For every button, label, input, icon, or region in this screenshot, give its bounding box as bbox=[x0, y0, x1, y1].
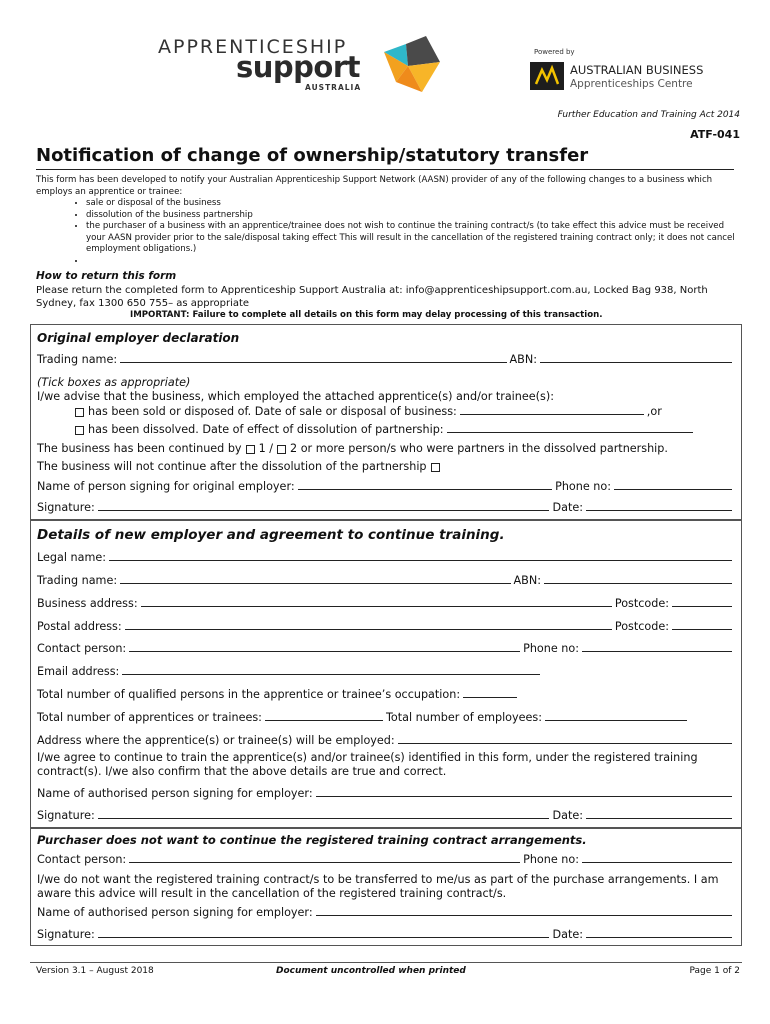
section1-title: Original employer declaration bbox=[37, 331, 240, 345]
one-person-checkbox[interactable] bbox=[246, 445, 255, 454]
date-label: Date: bbox=[552, 501, 583, 514]
sale-date-field[interactable] bbox=[460, 413, 644, 415]
employees-field[interactable] bbox=[545, 719, 687, 721]
contact-person-row bbox=[37, 642, 735, 655]
logo-text-support: support bbox=[236, 50, 361, 84]
one-person-label: 1 / bbox=[258, 442, 274, 455]
date-field[interactable] bbox=[586, 817, 732, 819]
email-field[interactable] bbox=[122, 673, 540, 675]
abac-subname: Apprenticeships Centre bbox=[570, 78, 693, 90]
two-or-more-label: 2 or more person/s who were partners in the dissolved partnership. bbox=[290, 442, 668, 455]
name-signing-field[interactable] bbox=[298, 488, 552, 490]
signature-row bbox=[37, 928, 735, 941]
footer-rule bbox=[30, 962, 742, 963]
logo-text-apprenticeship: APPRENTICESHIP bbox=[158, 36, 348, 58]
logo-triangles-icon bbox=[376, 36, 446, 96]
dissolved-checkbox[interactable] bbox=[75, 426, 84, 435]
name-authorised-label: Name of authorised person signing for employer: bbox=[37, 906, 313, 919]
new-employer-section bbox=[30, 520, 742, 828]
contact-person-row bbox=[37, 853, 735, 866]
abn-field[interactable] bbox=[540, 361, 732, 363]
not-continue-checkbox[interactable] bbox=[431, 463, 440, 472]
dissolved-row bbox=[71, 423, 735, 436]
contact-person-field[interactable] bbox=[129, 861, 520, 863]
signature-field[interactable] bbox=[98, 817, 550, 819]
agree-text: I/we agree to continue to train the apprentice(s) and/or trainee(s) identified in this form, under the registered training contract(s). I/we also confirm that the above details are true and correct. bbox=[37, 751, 698, 778]
footer-uncontrolled: Document uncontrolled when printed bbox=[276, 966, 466, 976]
important-notice: IMPORTANT: Failure to complete all details on this form may delay processing of this transaction. bbox=[130, 310, 603, 320]
footer-version: Version 3.1 – August 2018 bbox=[36, 966, 154, 976]
postcode-label: Postcode: bbox=[614, 597, 669, 610]
powered-by-label: Powered by bbox=[534, 48, 575, 56]
sold-row bbox=[71, 405, 735, 418]
trading-name-label: Trading name: bbox=[37, 574, 118, 587]
page-title: Notification of change of ownership/statutory transfer bbox=[36, 145, 589, 166]
employees-label: Total number of employees: bbox=[385, 711, 543, 724]
footer-page: Page 1 of 2 bbox=[689, 966, 740, 976]
section3-title: Purchaser does not want to continue the registered training contract arrangements. bbox=[37, 833, 587, 847]
name-authorised-row bbox=[37, 906, 735, 919]
business-address-row bbox=[37, 597, 735, 610]
phone-field[interactable] bbox=[582, 861, 732, 863]
contact-person-label: Contact person: bbox=[37, 853, 127, 866]
dissolved-label: has been dissolved. Date of effect of dissolution of partnership: bbox=[88, 423, 444, 436]
form-code: ATF-041 bbox=[690, 128, 740, 141]
apprentices-label: Total number of apprentices or trainees: bbox=[37, 711, 262, 724]
trading-name-label: Trading name: bbox=[37, 353, 118, 366]
signature-field[interactable] bbox=[98, 509, 550, 511]
continued-row bbox=[37, 442, 735, 455]
signature-label: Signature: bbox=[37, 501, 95, 514]
bullet-item bbox=[86, 256, 736, 267]
continued-label: The business has been continued by bbox=[37, 442, 242, 455]
title-rule bbox=[36, 169, 734, 170]
name-signing-row bbox=[37, 480, 735, 493]
business-address-field[interactable] bbox=[141, 605, 612, 607]
date-label: Date: bbox=[552, 809, 583, 822]
apprenticeship-support-logo bbox=[150, 36, 450, 98]
legal-name-label: Legal name: bbox=[37, 551, 107, 564]
date-label: Date: bbox=[552, 928, 583, 941]
postal-postcode-field[interactable] bbox=[672, 628, 732, 630]
trading-name-row bbox=[37, 353, 735, 366]
how-to-text: Please return the completed form to Apprenticeship Support Australia at: info@apprenticeshipsupport.com.au, Locked Bag 938, North Sydney, fax 1300 650 755– as appropriate bbox=[36, 285, 708, 309]
apprentices-row bbox=[37, 711, 735, 724]
name-authorised-field[interactable] bbox=[316, 914, 732, 916]
not-continue-label: The business will not continue after the dissolution of the partnership bbox=[37, 460, 427, 473]
postcode-label: Postcode: bbox=[614, 620, 669, 633]
or-label: ,or bbox=[646, 405, 662, 418]
legal-name-row bbox=[37, 551, 735, 564]
intro-block bbox=[36, 175, 736, 267]
abn-label: ABN: bbox=[509, 353, 537, 366]
signature-row bbox=[37, 809, 735, 822]
phone-label: Phone no: bbox=[523, 853, 579, 866]
intro-bullet-list bbox=[36, 198, 736, 267]
trading-name-field[interactable] bbox=[120, 582, 510, 584]
signature-row bbox=[37, 501, 735, 514]
postal-address-label: Postal address: bbox=[37, 620, 122, 633]
sold-label: has been sold or disposed of. Date of sale or disposal of business: bbox=[88, 405, 457, 418]
signature-label: Signature: bbox=[37, 809, 95, 822]
two-or-more-checkbox[interactable] bbox=[277, 445, 286, 454]
contact-person-label: Contact person: bbox=[37, 642, 127, 655]
tick-instruction: (Tick boxes as appropriate) bbox=[37, 376, 191, 389]
sold-checkbox[interactable] bbox=[75, 408, 84, 417]
name-signing-label: Name of person signing for original employer: bbox=[37, 480, 295, 493]
phone-label: Phone no: bbox=[523, 642, 579, 655]
abn-field[interactable] bbox=[544, 582, 732, 584]
name-authorised-row bbox=[37, 787, 735, 800]
signature-label: Signature: bbox=[37, 928, 95, 941]
email-row bbox=[37, 665, 735, 678]
legal-name-field[interactable] bbox=[109, 559, 732, 561]
abac-emblem-icon bbox=[530, 62, 564, 90]
date-field[interactable] bbox=[586, 936, 732, 938]
dissolution-date-field[interactable] bbox=[447, 431, 693, 433]
qualified-row bbox=[37, 688, 735, 701]
postal-address-row bbox=[37, 620, 735, 633]
postcode-field[interactable] bbox=[672, 605, 732, 607]
business-address-label: Business address: bbox=[37, 597, 138, 610]
name-authorised-label: Name of authorised person signing for employer: bbox=[37, 787, 313, 800]
original-employer-section bbox=[30, 324, 742, 520]
abn-label: ABN: bbox=[513, 574, 541, 587]
abac-name: AUSTRALIAN BUSINESS bbox=[570, 63, 704, 77]
qualified-label: Total number of qualified persons in the apprentice or trainee’s occupation: bbox=[37, 688, 461, 701]
date-field[interactable] bbox=[586, 509, 732, 511]
address-employed-label: Address where the apprentice(s) or trainee(s) will be employed: bbox=[37, 734, 395, 747]
how-to-heading: How to return this form bbox=[36, 270, 177, 282]
postal-address-field[interactable] bbox=[125, 628, 612, 630]
address-employed-field[interactable] bbox=[398, 742, 732, 744]
contact-person-field[interactable] bbox=[129, 650, 520, 652]
trading-name-row bbox=[37, 574, 735, 587]
phone-label: Phone no: bbox=[555, 480, 611, 493]
section2-title: Details of new employer and agreement to continue training. bbox=[37, 527, 505, 543]
address-employed-row bbox=[37, 734, 735, 747]
phone-field[interactable] bbox=[582, 650, 732, 652]
purchaser-section bbox=[30, 828, 742, 946]
act-reference: Further Education and Training Act 2014 bbox=[557, 110, 740, 120]
phone-field[interactable] bbox=[614, 488, 732, 490]
trading-name-field[interactable] bbox=[120, 361, 506, 363]
bullet-item: • dissolution of the business partnership bbox=[86, 210, 736, 222]
bullet-item: • sale or disposal of the business bbox=[86, 198, 736, 210]
email-label: Email address: bbox=[37, 665, 120, 678]
abac-logo bbox=[530, 60, 730, 92]
signature-field[interactable] bbox=[98, 936, 550, 938]
purchaser-text: I/we do not want the registered training contract/s to be transferred to me/us as part of the purchase arrangements. I am aware this advice will result in the cancellation of the registered training contract/s. bbox=[37, 873, 719, 900]
bullet-item: • the purchaser of a business with an apprentice/trainee does not wish to continue the training contract/s (to take effect this advice must be received your AASN provider prior to the sale/disposal taking effect This will result in the cancellation of the registered training contract only; it does not cancel employment obligations.) bbox=[86, 221, 736, 256]
qualified-field[interactable] bbox=[463, 696, 517, 698]
name-authorised-field[interactable] bbox=[316, 795, 732, 797]
advise-text: I/we advise that the business, which employed the attached apprentice(s) and/or trainee(s): bbox=[37, 390, 554, 403]
apprentices-field[interactable] bbox=[265, 719, 383, 721]
logo-text-australia: AUSTRALIA bbox=[305, 83, 362, 92]
not-continue-row bbox=[37, 460, 735, 473]
intro-text: This form has been developed to notify your Australian Apprenticeship Support Network (AASN) provider of any of the following changes to a business which employs an apprentice or trainee: bbox=[36, 175, 713, 197]
